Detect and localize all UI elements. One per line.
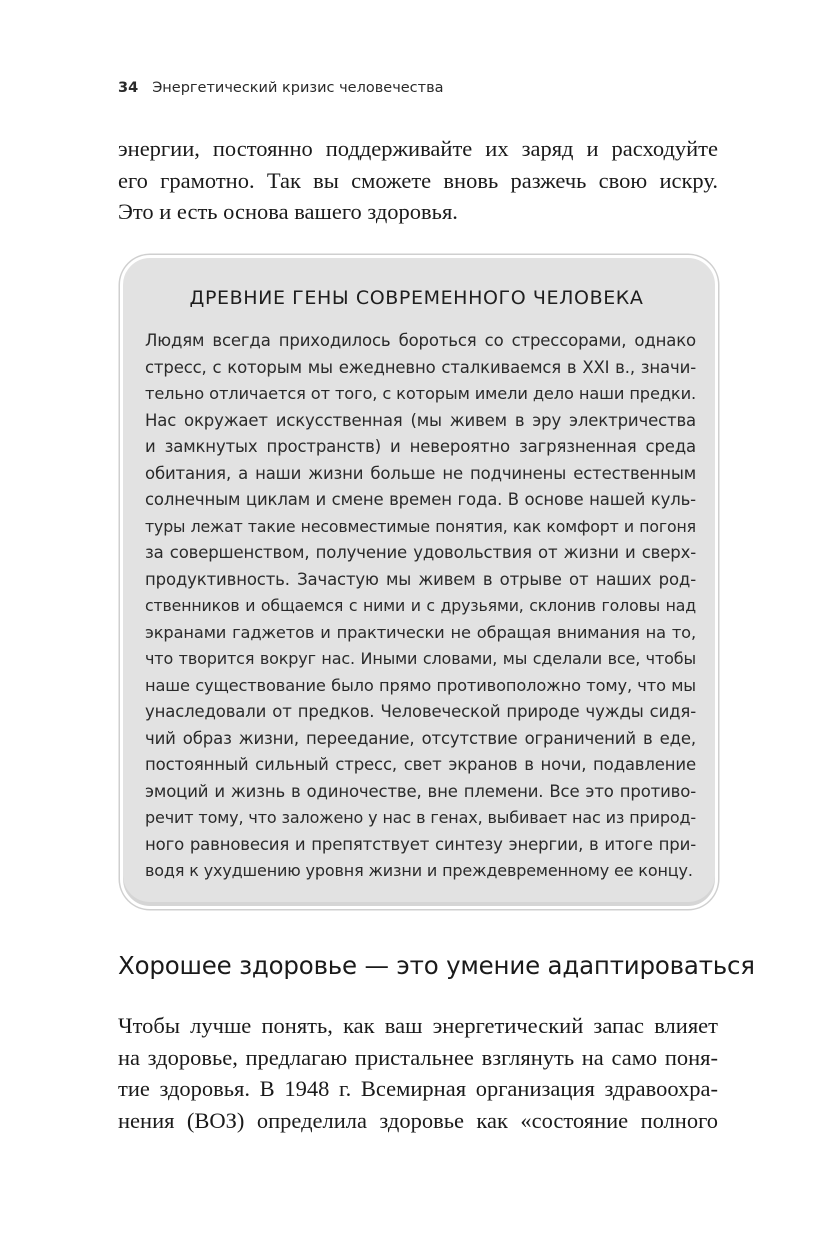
text-line: солнечным циклам и смене времен года. В основе нашей куль- bbox=[145, 490, 696, 509]
sidebar-title: ДРЕВНИЕ ГЕНЫ СОВРЕМЕННОГО ЧЕЛОВЕКА bbox=[189, 287, 644, 309]
text-line: энергии, постоянно поддерживайте их заряд и расходуйте bbox=[118, 136, 718, 161]
sidebar-text bbox=[145, 328, 696, 885]
text-line: продуктивность. Зачастую мы живем в отрыве от наших род- bbox=[145, 569, 696, 589]
text-line: наше существование было прямо противоположно тому, что мы bbox=[145, 675, 696, 695]
text-line: стресс, с которым мы ежедневно сталкиваемся в XXI в., значи- bbox=[145, 357, 696, 377]
running-head bbox=[118, 80, 444, 96]
chapter-title: Энергетический кризис человечества bbox=[152, 80, 444, 96]
text-line: обитания, а наши жизни больше не подчинены естественным bbox=[145, 463, 696, 483]
text-line: экранами гаджетов и практически не обращая внимания на то, bbox=[145, 622, 696, 642]
text-line: и замкнутых пространств) и невероятно загрязненная среда bbox=[145, 437, 696, 456]
text-line: постоянный сильный стресс, свет экранов в ночи, подавление bbox=[145, 755, 696, 774]
text-line: Чтобы лучше понять, как ваш энергетический запас влияет bbox=[118, 1013, 718, 1038]
text-line: на здоровье, предлагаю пристальнее взглянуть на само поня- bbox=[118, 1044, 718, 1070]
text-line: эмоций и жизнь в одиночестве, вне племени. Все это противо- bbox=[145, 781, 696, 801]
text-line: ственников и общаемся с ними и с друзьями, склонив головы над bbox=[145, 596, 696, 615]
text-line: унаследовали от предков. Человеческой природе чужды сидя- bbox=[145, 702, 696, 721]
text-line: его грамотно. Так вы сможете вновь разжечь свою искру. bbox=[118, 167, 718, 193]
text-line: тельно отличается от того, с которым имели дело наши предки. bbox=[145, 384, 696, 403]
section-paragraph bbox=[118, 1010, 718, 1136]
text-line: Нас окружает искусственная (мы живем в эру электричества bbox=[145, 410, 696, 430]
text-line: за совершенством, получение удовольствия от жизни и сверх- bbox=[145, 543, 696, 562]
text-line: тие здоровья. В 1948 г. Всемирная организация здравоохра- bbox=[118, 1076, 718, 1101]
intro-paragraph bbox=[118, 133, 718, 228]
text-line: Людям всегда приходилось бороться со стрессорами, однако bbox=[145, 331, 696, 350]
text-line: водя к ухудшению уровня жизни и преждевременному ее концу. bbox=[145, 861, 693, 880]
text-line: чий образ жизни, переедание, отсутствие ограничений в еде, bbox=[145, 728, 696, 748]
text-line: что творится вокруг нас. Иными словами, мы сделали все, чтобы bbox=[145, 649, 696, 668]
text-line: нения (ВОЗ) определила здоровье как «состояние полного bbox=[118, 1107, 718, 1133]
section-heading: Хорошее здоровье — это умение адаптироваться bbox=[118, 951, 755, 980]
text-line: речит тому, что заложено у нас в генах, выбивает нас из природ- bbox=[145, 808, 696, 827]
page-number: 34 bbox=[118, 80, 139, 96]
text-line: Это и есть основа вашего здоровья. bbox=[118, 199, 458, 224]
text-line: ного равновесия и препятствует синтезу энергии, в итоге при- bbox=[145, 834, 696, 854]
text-line: туры лежат такие несовместимые понятия, как комфорт и погоня bbox=[145, 516, 696, 536]
